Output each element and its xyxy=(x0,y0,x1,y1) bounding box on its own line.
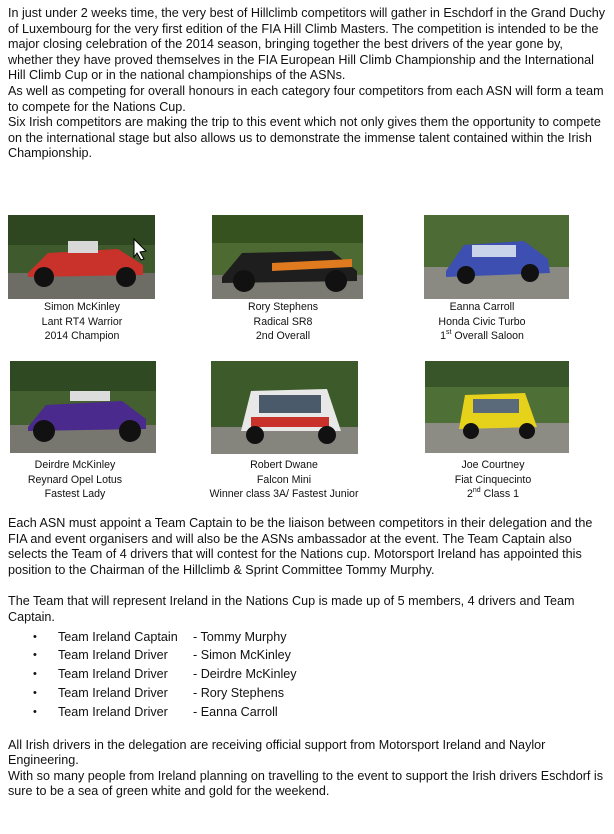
photo-eanna-carroll xyxy=(424,215,569,299)
caption-deirdre-mckinley xyxy=(0,458,165,502)
caption-note: 2014 Champion xyxy=(44,330,120,343)
caption-car: Fiat Cinquecinto xyxy=(454,473,532,486)
bullet-icon: • xyxy=(33,668,37,681)
caption-note xyxy=(403,487,583,502)
caption-note: Fastest Lady xyxy=(44,488,106,501)
caption-eanna-carroll xyxy=(392,300,572,344)
support-paragraph: All Irish drivers in the delegation are receiving official support from Motorsport Ireland and Naylor Engineering. xyxy=(8,737,546,768)
caption-name: Joe Courtney xyxy=(461,459,525,471)
caption-name: Deirdre McKinley xyxy=(34,459,116,471)
team-member: - Eanna Carroll xyxy=(193,704,278,719)
bullet-icon: • xyxy=(33,630,37,643)
caption-joe-courtney xyxy=(403,458,583,502)
caption-name: Rory Stephens xyxy=(247,301,319,313)
team-list xyxy=(8,628,608,722)
caption-car: Radical SR8 xyxy=(253,315,313,328)
team-member: - Tommy Murphy xyxy=(193,629,287,644)
bullet-icon: • xyxy=(33,705,37,718)
caption-note-rest: Class 1 xyxy=(480,488,519,501)
team-role: Team Ireland Driver xyxy=(58,667,168,682)
list-item xyxy=(8,703,608,722)
caption-car: Honda Civic Turbo xyxy=(438,315,526,328)
caption-note xyxy=(392,329,572,344)
team-role: Team Ireland Captain xyxy=(58,629,178,644)
caption-car: Reynard Opel Lotus xyxy=(27,473,123,486)
team-composition-paragraph: The Team that will represent Ireland in the Nations Cup is made up of 5 members, 4 drivers and Team Captain. xyxy=(8,594,575,624)
caption-note-superscript: nd xyxy=(472,487,481,495)
caption-car: Falcon Mini xyxy=(256,473,312,486)
caption-note: 2nd Overall xyxy=(255,330,311,343)
caption-name: Eanna Carroll xyxy=(449,301,515,313)
photo-robert-dwane xyxy=(211,361,358,454)
caption-note-number: 1 xyxy=(440,330,446,343)
caption-note-superscript: st xyxy=(446,329,452,337)
team-member: - Deirdre McKinley xyxy=(193,667,297,682)
closing-paragraph: With so many people from Ireland planning on travelling to the event to support the Irish drivers Eschdorf is sure to be a sea of green white and gold for the weekend. xyxy=(8,768,604,799)
bullet-icon: • xyxy=(33,649,37,662)
list-item xyxy=(8,684,608,703)
intro-paragraph-2: As well as competing for overall honours in each category four competitors from each ASN will form a team to compete for the Nations Cup. xyxy=(8,83,604,114)
caption-name: Simon McKinley xyxy=(44,301,120,313)
team-captain-paragraph: Each ASN must appoint a Team Captain to be the liaison between competitors in their delegation and the FIA and event organisers and will also be the ASNs ambassador at the event. The Team Captain also selects the Team of 4 drivers that will contest for the Nations cup. Motorsport Ireland has appointed this position to the Chairman of the Hillclimb & Sprint Committee Tommy Murphy. xyxy=(8,516,593,577)
body-text xyxy=(8,516,608,800)
bullet-icon: • xyxy=(33,686,37,699)
team-role: Team Ireland Driver xyxy=(58,685,168,700)
team-member: - Simon McKinley xyxy=(193,648,291,663)
team-member: - Rory Stephens xyxy=(193,685,284,700)
caption-simon-mckinley xyxy=(0,300,172,344)
caption-car: Lant RT4 Warrior xyxy=(41,315,123,328)
intro-paragraph-3: Six Irish competitors are making the trip to this event which not only gives them the opportunity to compete on the international stage but also allows us to demonstrate the immense talent contained within the Irish Championship. xyxy=(8,115,601,161)
list-item xyxy=(8,628,608,647)
caption-rory-stephens xyxy=(193,300,373,344)
photo-joe-courtney xyxy=(425,361,569,453)
intro-text xyxy=(8,6,608,162)
caption-note: Winner class 3A/ Fastest Junior xyxy=(209,488,359,501)
team-role: Team Ireland Driver xyxy=(58,704,168,719)
intro-paragraph-1: In just under 2 weeks time, the very best of Hillclimb competitors will gather in Eschdorf in the Grand Duchy of Luxembourg for the very first edition of the FIA Hill Climb Masters. The competition is intended to be the major closing celebration of the 2014 season, bringing together the best drivers of the year gone by, whether they have proved themselves in the FIA European Hill Climb Championship and the International Hill Climb Cup or in the national championships of the ASNs. xyxy=(8,6,606,83)
caption-note-rest: Overall Saloon xyxy=(451,330,524,343)
caption-name: Robert Dwane xyxy=(250,459,318,471)
photo-deirdre-mckinley xyxy=(10,361,156,453)
photo-simon-mckinley xyxy=(8,215,155,299)
caption-note-number: 2 xyxy=(467,488,473,501)
caption-robert-dwane xyxy=(194,458,374,502)
list-item xyxy=(8,665,608,684)
team-role: Team Ireland Driver xyxy=(58,648,168,663)
list-item xyxy=(8,646,608,665)
photo-rory-stephens xyxy=(212,215,363,299)
